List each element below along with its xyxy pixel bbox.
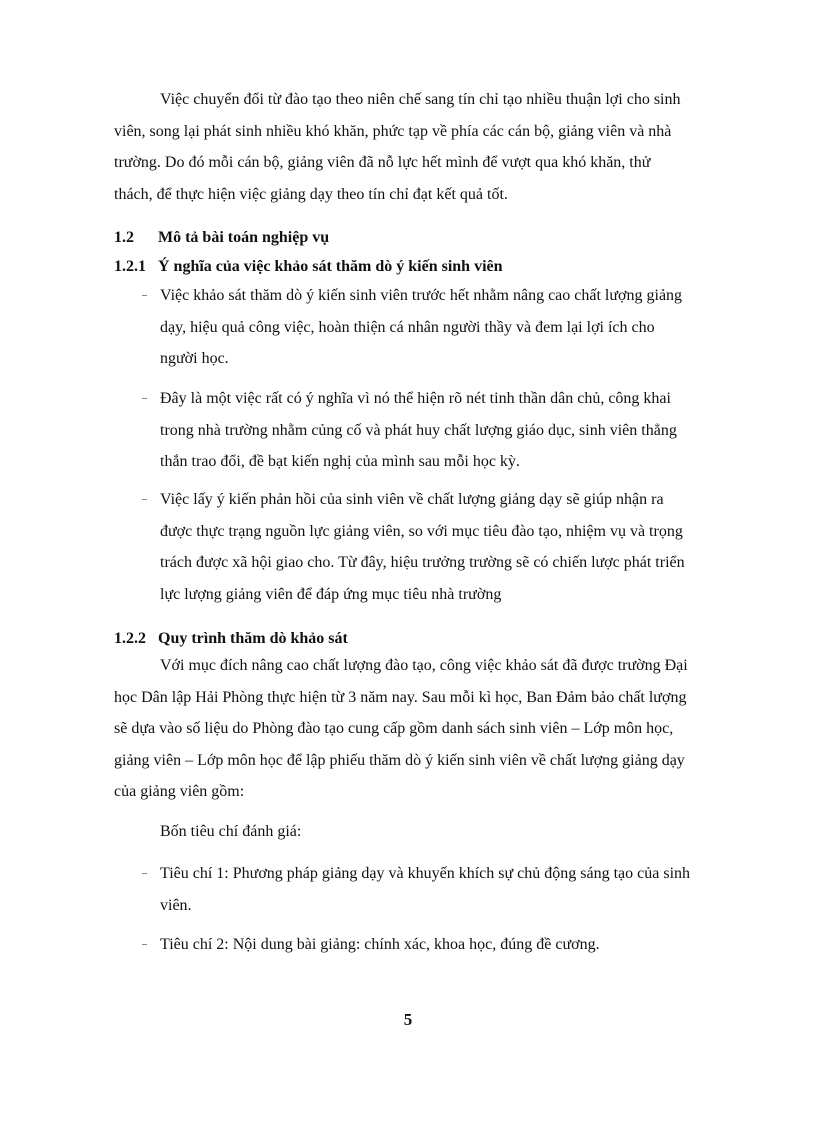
list-item-text — [160, 858, 732, 921]
list-item — [114, 484, 732, 610]
list-item-line: Đây là một việc rất có ý nghĩa vì nó thể hiện rõ nét tinh thần dân chủ, công khai — [160, 390, 671, 407]
list-item-line: thắn trao đổi, đề bạt kiến nghị của mình sau mỗi học kỳ. — [160, 453, 520, 470]
list-item-line: trong nhà trường nhằm củng cố và phát huy chất lượng giáo dục, sinh viên thẳng — [160, 421, 677, 439]
list-item — [114, 383, 732, 478]
section-title: Ý nghĩa của việc khảo sát thăm dò ý kiến sinh viên — [158, 258, 503, 275]
intro-line: thách, để thực hiện việc giảng dạy theo tín chỉ đạt kết quả tốt. — [114, 185, 508, 203]
list-item-text — [160, 280, 732, 375]
section-title: Mô tả bài toán nghiệp vụ — [158, 229, 330, 246]
list-item-line: được thực trạng nguồn lực giảng viên, so với mục tiêu đào tạo, nhiệm vụ và trọng — [160, 522, 683, 540]
list-item — [114, 929, 732, 961]
list-item-line: viên. — [160, 896, 192, 914]
intro-line: viên, song lại phát sinh nhiều khó khăn, phức tạp về phía các cán bộ, giảng viên và nhà — [114, 122, 672, 140]
dash-bullet-icon: – — [142, 393, 147, 404]
list-item-text — [160, 383, 732, 478]
list-item-line: dạy, hiệu quả công việc, hoàn thiện cá nhân người thầy và đem lại lợi ích cho — [160, 318, 655, 336]
list-item-line: lực lượng giảng viên để đáp ứng mục tiêu nhà trường — [160, 585, 502, 603]
paragraph-line: của giảng viên gồm: — [114, 783, 245, 800]
paragraph-line: sẽ dựa vào số liệu do Phòng đào tạo cung cấp gồm danh sách sinh viên – Lớp môn học, — [114, 720, 674, 737]
list-item-line: Việc khảo sát thăm dò ý kiến sinh viên trước hết nhằm nâng cao chất lượng giảng — [160, 287, 683, 304]
list-item-line: trách được xã hội giao cho. Từ đây, hiệu trưởng trường sẽ có chiến lược phát triển — [160, 554, 685, 571]
paragraph-line: học Dân lập Hải Phòng thực hiện từ 3 năm nay. Sau mỗi kì học, Ban Đảm bảo chất lượng — [114, 688, 687, 706]
section-number: 1.2 — [114, 229, 134, 246]
list-item — [114, 858, 732, 921]
list-item-line: Tiêu chí 2: Nội dung bài giảng: chính xác, khoa học, đúng đề cương. — [160, 936, 600, 953]
intro-paragraph — [114, 84, 732, 210]
list-item-text — [160, 929, 732, 961]
criteria-intro — [114, 816, 732, 848]
intro-line: Việc chuyển đổi từ đào tạo theo niên chế sang tín chỉ tạo nhiều thuận lợi cho sinh — [160, 91, 681, 108]
list-item-text — [160, 484, 732, 610]
paragraph-line: Với mục đích nâng cao chất lượng đào tạo, công việc khảo sát đã được trường Đại — [160, 657, 688, 674]
list-item — [114, 280, 732, 375]
dash-bullet-icon: – — [142, 939, 147, 950]
dash-bullet-icon: – — [142, 868, 147, 879]
section-number: 1.2.1 — [114, 258, 146, 275]
dash-bullet-icon: – — [142, 290, 147, 301]
list-item-line: Việc lấy ý kiến phản hồi của sinh viên về chất lượng giảng dạy sẽ giúp nhận ra — [160, 491, 664, 508]
criteria-intro-text: Bốn tiêu chí đánh giá: — [160, 823, 302, 840]
section-heading-1-2 — [114, 227, 329, 249]
section-heading-1-2-2 — [114, 628, 348, 650]
dash-bullet-icon: – — [142, 494, 147, 505]
section-title: Quy trình thăm dò khảo sát — [158, 630, 348, 647]
page-number: 5 — [403, 1010, 413, 1029]
procedure-paragraph — [114, 650, 732, 808]
section-heading-1-2-1 — [114, 256, 503, 278]
intro-line: trường. Do đó mỗi cán bộ, giảng viên đã nỗ lực hết mình để vượt qua khó khăn, thử — [114, 154, 651, 171]
paragraph-line: giảng viên – Lớp môn học để lập phiếu thăm dò ý kiến sinh viên về chất lượng giảng dạy — [114, 751, 685, 769]
list-item-line: Tiêu chí 1: Phương pháp giảng dạy và khuyến khích sự chủ động sáng tạo của sinh — [160, 865, 691, 882]
list-item-line: người học. — [160, 350, 229, 367]
section-number: 1.2.2 — [114, 630, 146, 647]
